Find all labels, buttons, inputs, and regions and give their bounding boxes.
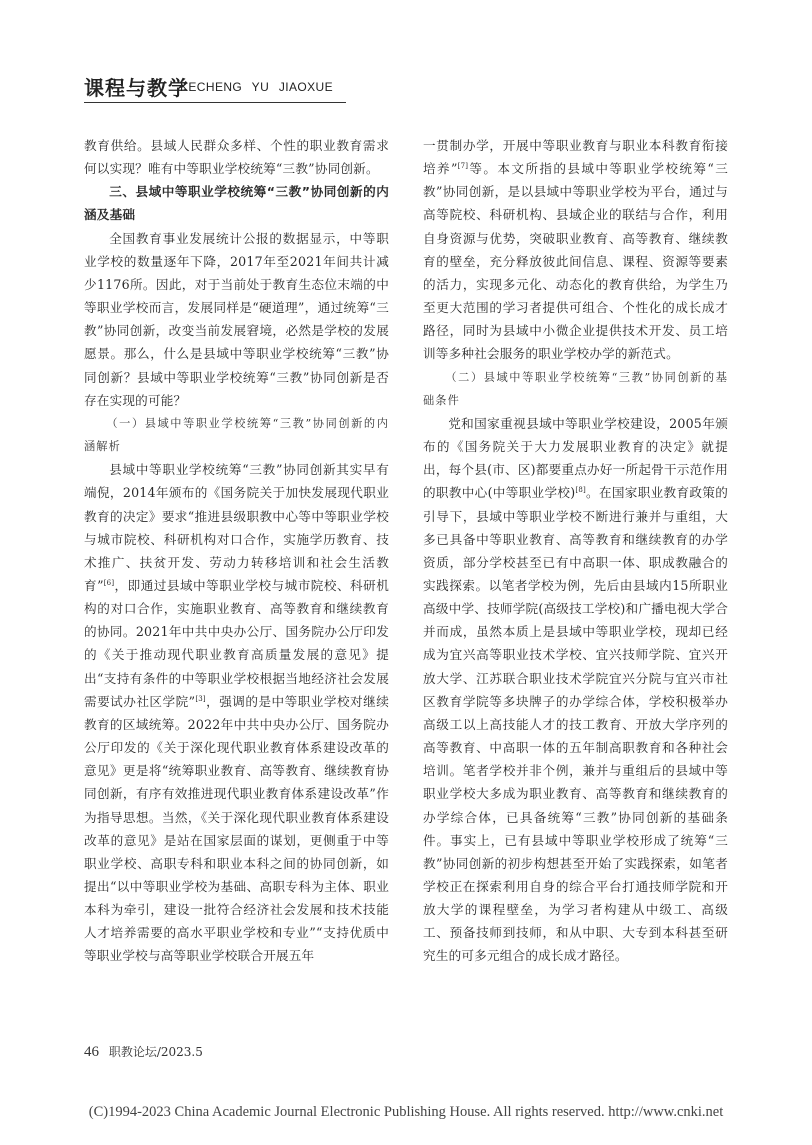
right-column <box>423 134 728 968</box>
running-header <box>84 70 346 103</box>
paragraph: 县域中等职业学校统筹“三教”协同创新其实早有端倪，2014年颁布的《国务院关于加快发展现代职业教育的决定》要求“推进县级职教中心等中等职业学校与城市院校、科研机构对口合作，实施学历教育、技术推广、扶贫开发、劳动力转移培训和社会生活教育”[6]，即通过县域中等职业学校与城市院校、科研机构的对口合作，实施职业教育、高等教育和继续教育的协同。2021年中共中央办公厅、国务院办公厅印发的《关于推动现代职业教育高质量发展的意见》提出“支持有条件的中等职业学校根据当地经济社会发展需要试办社区学院”[3]，强调的是中等职业学校对继续教育的区域统筹。2022年中共中央办公厅、国务院办公厅印发的《关于深化现代职业教育体系建设改革的意见》更是将“统筹职业教育、高等教育、继续教育协同创新，有序有效推进现代职业教育体系建设改革”作为指导思想。当然，《关于深化现代职业教育体系建设改革的意见》是站在国家层面的谋划，更侧重于中等职业学校、高职专科和职业本科之间的协同创新，如提出“以中等职业学校为基础、高职专科为主体、职业本科为牵引，建设一批符合经济社会发展和技术技能人才培养需要的高水平职业学校和专业”“支持优质中等职业学校与高等职业学校联合开展五年 <box>84 462 390 964</box>
citation-marker: [6] <box>103 578 115 587</box>
section-title-en: KECHENG YU JIAOXUE <box>180 80 334 94</box>
paragraph: 全国教育事业发展统计公报的数据显示，中等职业学校的数量逐年下降，2017年至2021年间共计减少1176所。因此，对于当前处于教育生态位末端的中等职业学校而言，发展同样是“硬道理”，通过统筹“三教”协同创新，改变当前发展窘境，必然是学校的发展愿景。那么，什么是县域中等职业学校统筹“三教”协同创新？县域中等职业学校统筹“三教”协同创新是否存在实现的可能？ <box>84 230 389 408</box>
citation-marker: [7] <box>457 161 469 170</box>
citation-marker: [3] <box>195 694 206 703</box>
section-heading: 三、县域中等职业学校统筹“三教”协同创新的内涵及基础 <box>84 184 389 223</box>
citation-marker: [8] <box>575 486 586 495</box>
paragraph: 党和国家重视县域中等职业学校建设，2005年颁布的《国务院关于大力发展职业教育的决定》就提出，每个县(市、区)都要重点办好一所起骨干示范作用的职教中心(中等职业学校)[8]。在国家职业教育政策的引导下，县域中等职业学校不断进行兼并与重组，大多已具备中等职业教育、高等教育和继续教育的办学资质，部分学校甚至已有中高职一体、职成教融合的实践探索。以笔者学校为例，先后由县域内15所职业高级中学、技师学院(高级技工学校)和广播电视大学合并而成，虽然本质上是县域中等职业学校，现却已经成为宜兴高等职业技术学校、宜兴技师学院、宜兴开放大学、江苏联合职业技术学院宜兴分院与宜兴市社区教育学院等多块牌子的办学综合体，学校积极举办高级工以上高技能人才的技工教育、开放大学序列的高等教育、中高职一体的五年制高职教育和各种社会培训。笔者学校并非个例，兼并与重组后的县域中等职业学校大多成为职业教育、高等教育和继续教育的办学综合体，已具备统筹“三教”协同创新的基础条件。事实上，已有县域中等职业学校形成了统筹“三教”协同创新的初步构想甚至开始了实践探索，如笔者学校正在探索利用自身的综合平台打通技师学院和开放大学的课程壁垒，为学习者构建从中级工、高级工、预备技师到技师，和从中职、大专到本科甚至研究生的可多元组合的成长成才路径。 <box>423 415 728 964</box>
paragraph: 一贯制办学，开展中等职业教育与职业本科教育衔接培养”[7]等。本文所指的县域中等职业学校统筹“三教”协同创新，是以县域中等职业学校为平台，通过与高等院校、科研机构、县域企业的联结与合作，利用自身资源与优势，突破职业教育、高等教育、继续教育的壁垒，充分释放彼此间信息、课程、资源等要素的活力，实现多元化、动态化的教育供给，为学生乃至更大范围的学习者提供可组合、个性化的成长成才路径，同时为县域中小微企业提供技术开发、员工培训等多种社会服务的职业学校办学的新范式。 <box>423 138 728 362</box>
subsection-heading: （二）县域中等职业学校统筹“三教”协同创新的基础条件 <box>423 370 728 407</box>
subsection-heading: （一）县域中等职业学校统筹“三教”协同创新的内涵解析 <box>84 416 389 454</box>
copyright-notice: (C)1994-2023 China Academic Journal Electronic Publishing House. All rights reserved. http://www.cnki.net <box>88 1104 724 1120</box>
page-number: 46 <box>84 1044 99 1060</box>
section-title-cn: 课程与教学 <box>84 76 189 100</box>
left-column <box>84 134 389 968</box>
journal-issue: 职教论坛/2023.5 <box>108 1045 203 1059</box>
paragraph: 教育供给。县域人民群众多样、个性的职业教育需求何以实现？唯有中等职业学校统筹“三教”协同创新。 <box>84 138 389 177</box>
page-footer <box>84 1043 203 1061</box>
